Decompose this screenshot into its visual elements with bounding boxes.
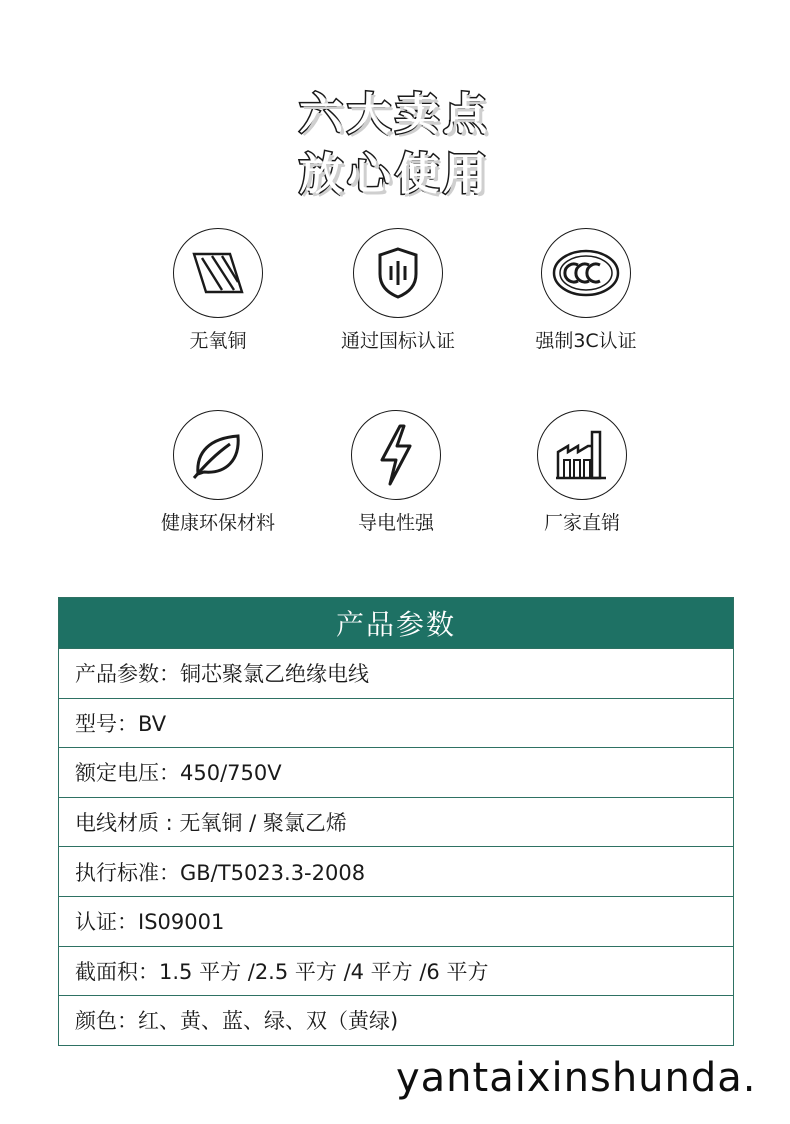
feature-label: 通过国标认证: [340, 330, 455, 352]
feature-icon-circle: [351, 410, 441, 500]
feature-label: 导电性强: [357, 512, 434, 534]
feature-icon-circle: [173, 228, 263, 318]
table-row: 型号：BV: [59, 698, 733, 748]
feature-icon-circle: [541, 228, 631, 318]
feature-label: 健康环保材料: [160, 512, 275, 534]
feature-conductivity: [296, 410, 496, 535]
table-row: 产品参数：铜芯聚氯乙绝缘电线: [59, 648, 733, 698]
feature-icon-circle: [537, 410, 627, 500]
feature-label: 厂家直销: [543, 512, 620, 534]
feature-label: 强制3C认证: [535, 330, 637, 352]
feature-icon-circle: [173, 410, 263, 500]
feature-3c-certified: [486, 228, 686, 353]
table-row: 执行标准：GB/T5023.3-2008: [59, 846, 733, 896]
shield-icon: [376, 246, 420, 300]
headline-line-2: 放心使用: [299, 149, 491, 200]
feature-icon-circle: [353, 228, 443, 318]
feature-eco-material: [118, 410, 318, 535]
diagonal-stripes-icon: [188, 248, 248, 298]
feature-oxygen-free-copper: [118, 228, 318, 353]
table-row: 电线材质 : 无氧铜 / 聚氯乙烯: [59, 797, 733, 847]
product-parameters-table: [58, 597, 734, 1046]
table-row: 截面积：1.5 平方 /2.5 平方 /4 平方 /6 平方: [59, 946, 733, 996]
table-row: 认证：IS09001: [59, 896, 733, 946]
factory-icon: [554, 428, 610, 482]
feature-national-standard: [298, 228, 498, 353]
lightning-bolt-icon: [376, 424, 416, 486]
feature-factory-direct: [482, 410, 682, 535]
table-row: 颜色：红、黄、蓝、绿、双（黄绿): [59, 995, 733, 1045]
table-header: 产品参数: [59, 598, 733, 648]
leaf-icon: [190, 430, 246, 480]
ccc-mark-icon: [551, 248, 621, 298]
watermark-text: yantaixinshunda.: [396, 1055, 757, 1101]
feature-label: 无氧铜: [189, 330, 247, 352]
headline-line-1: 六大卖点: [299, 89, 491, 140]
table-row: 额定电压：450/750V: [59, 747, 733, 797]
